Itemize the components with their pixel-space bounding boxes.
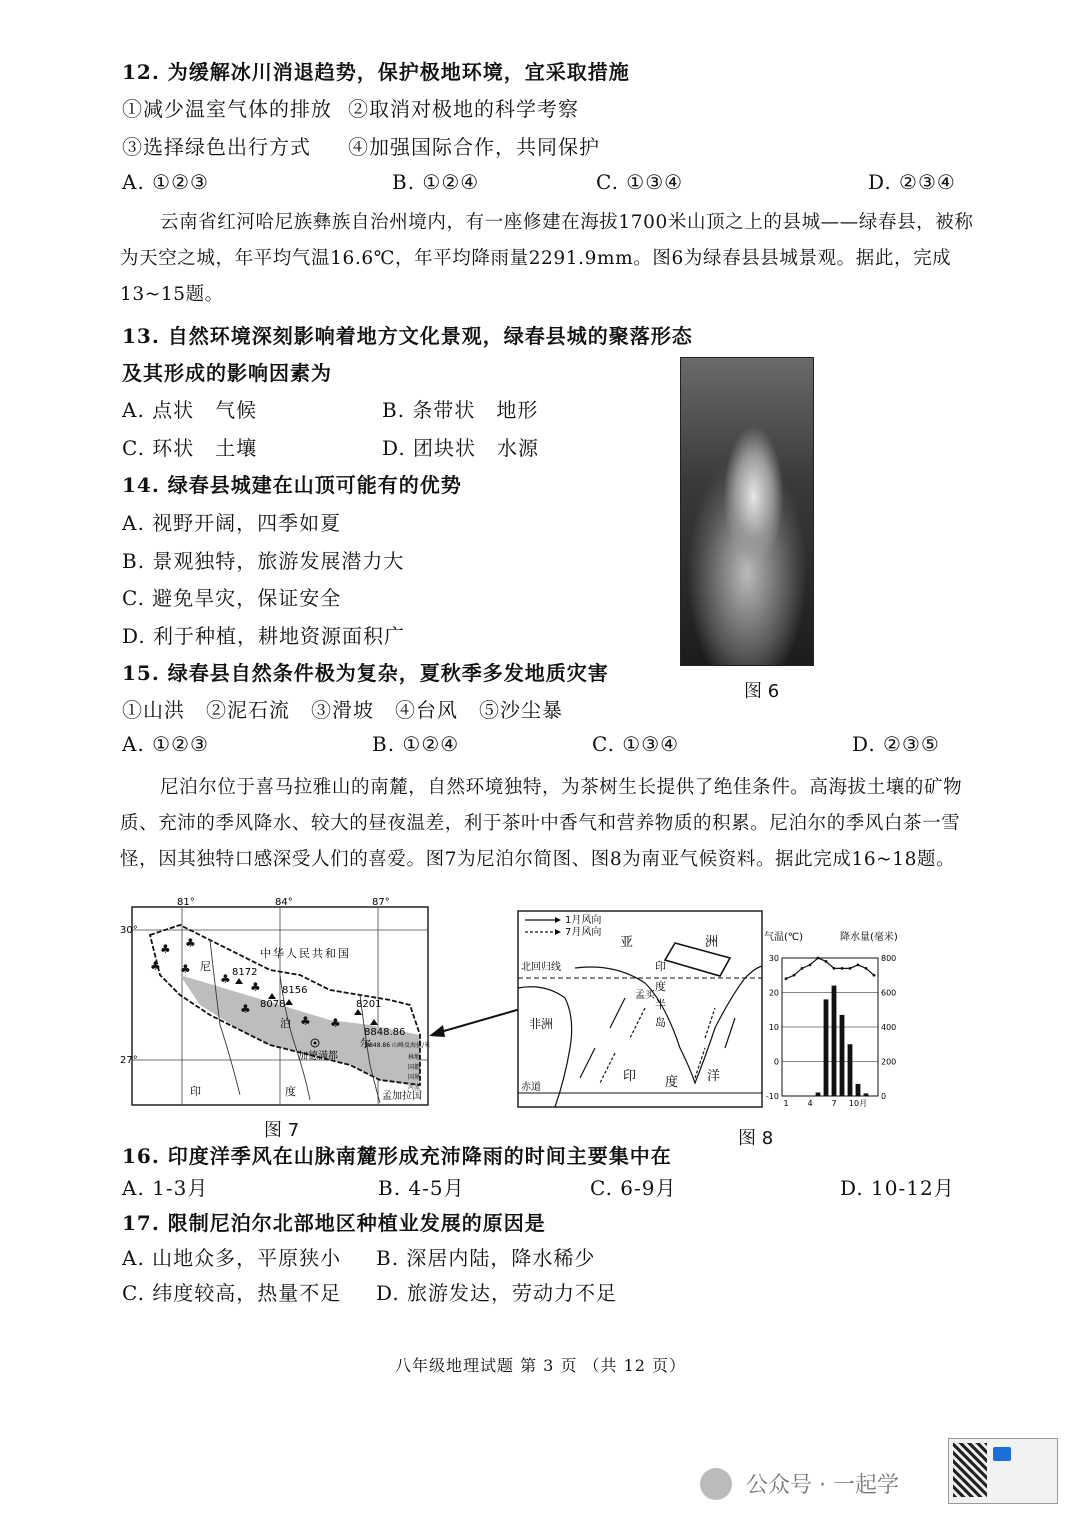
peak-label-1: 8172 [232, 967, 258, 978]
intro-lvchun: 云南省红河哈尼族彝族自治州境内，有一座修建在海拔1700米山顶之上的县城——绿春县，被称为天空之城，年平均气温16.6℃，年平均降雨量2291.9mm。图6为绿春县县城景观。据此，完成13~15题。 [120, 212, 974, 305]
precip-tick-label: 0 [881, 1092, 887, 1101]
ocean-char-1: 印 [623, 1069, 637, 1084]
q12-choice-c: C. ①③④ [596, 170, 684, 194]
precip-bar-1 [784, 1096, 789, 1097]
peninsula-char-3: 半 [655, 998, 666, 1011]
q13-choice-a: A. 点状 气候 [122, 398, 258, 422]
svg-text:♣: ♣ [160, 942, 171, 956]
south-asia-map [515, 908, 765, 1110]
q12-option-2: ②取消对极地的科学考察 [348, 97, 579, 121]
q13-choice-c: C. 环状 土壤 [122, 436, 258, 460]
q15-choice-c: C. ①③④ [592, 732, 680, 756]
legend-forest: 林地 [407, 1054, 420, 1061]
temp-point-4 [809, 964, 812, 967]
temp-point-2 [793, 974, 796, 977]
q14-choice-c: C. 避免旱灾，保证安全 [122, 586, 342, 610]
peak-label-4: 8201 [356, 999, 382, 1010]
q14-stem: 14. 绿春县城建在山顶可能有的优势 [122, 473, 462, 497]
q17-stem: 17. 限制尼泊尔北部地区种植业发展的原因是 [122, 1211, 546, 1235]
precip-bar-5 [816, 1093, 821, 1096]
temp-point-7 [833, 967, 836, 970]
lvchun-town-photo [680, 357, 814, 666]
temp-point-10 [857, 964, 860, 967]
q17-choice-c: C. 纬度较高，热量不足 [122, 1281, 342, 1305]
month-tick-label: 10月 [848, 1099, 868, 1108]
q12-choice-b: B. ①②④ [392, 170, 480, 194]
scanner-app-icon [993, 1447, 1011, 1461]
svg-text:♣: ♣ [185, 936, 196, 950]
q15-choice-d: D. ②③⑤ [852, 732, 940, 756]
temp-tick-label: 10 [768, 1023, 779, 1032]
svg-text:♣: ♣ [240, 1002, 251, 1016]
month-ticks [783, 1099, 867, 1108]
month-tick-label: 4 [807, 1099, 813, 1108]
capital-dot [314, 1042, 317, 1045]
page-footer: 八年级地理试题 第 3 页 （共 12 页） [395, 1356, 687, 1375]
mumbai-label: 孟买 [635, 990, 655, 1001]
svg-text:♣: ♣ [250, 980, 261, 994]
precip-bar-2 [792, 1096, 797, 1097]
q15-choice-a: A. ①②③ [122, 732, 209, 756]
legend-river: 河流 [407, 1084, 420, 1091]
legend-jul-wind: 7月风向 [565, 927, 602, 938]
q13-choice-b: B. 条带状 地形 [382, 398, 539, 422]
precip-tick-label: 600 [881, 988, 897, 998]
temp-point-9 [849, 967, 852, 970]
svg-text:♣: ♣ [330, 1016, 341, 1030]
equator-label: 赤道 [521, 1082, 541, 1093]
precip-bar-7 [832, 986, 837, 1096]
temp-point-1 [785, 977, 788, 980]
q14-choice-a: A. 视野开阔，四季如夏 [122, 511, 342, 535]
asia-char-2: 洲 [705, 935, 719, 950]
legend-peak: 8848.86 山峰及海拔/米 [365, 1042, 430, 1049]
temp-point-8 [841, 967, 844, 970]
temp-point-12 [873, 974, 876, 977]
capital-label: 加德满都 [298, 1051, 338, 1062]
africa-label: 非洲 [529, 1017, 554, 1031]
nepal-char-2: 泊 [280, 1017, 291, 1030]
q12-option-3: ③选择绿色出行方式 [122, 135, 311, 159]
india-char-2: 度 [285, 1085, 296, 1098]
fig8-caption: 图 8 [738, 1128, 774, 1149]
intro-nepal: 尼泊尔位于喜马拉雅山的南麓，自然环境独特，为茶树生长提供了绝佳条件。高海拔土壤的矿物质、充沛的季风降水、较大的昼夜温差，利于茶叶中香气和营养物质的积累。尼泊尔的季风白茶一雪怪，因其独特口感深受人们的喜爱。图7为尼泊尔简图、图8为南亚气候资料。据此完成16~18题。 [120, 777, 963, 870]
temp-tick-label: 20 [768, 988, 779, 998]
q16-choice-d: D. 10-12月 [840, 1176, 955, 1200]
fig7-caption: 图 7 [264, 1120, 300, 1141]
precip-tick-label: 800 [881, 954, 897, 963]
svg-text:♣: ♣ [300, 1014, 311, 1028]
temp-point-6 [825, 960, 828, 963]
month-tick-label: 7 [831, 1099, 837, 1108]
china-label: 中华人民共和国 [260, 947, 351, 960]
precip-bar-12 [872, 1095, 877, 1096]
q17-choice-d: D. 旅游发达，劳动力不足 [376, 1281, 618, 1305]
peninsula-char-1: 印 [655, 960, 666, 973]
peninsula-char-4: 岛 [655, 1016, 666, 1029]
precip-bar-11 [864, 1093, 869, 1096]
fig6-caption: 图 6 [744, 681, 780, 702]
q17-choice-a: A. 山地众多，平原狭小 [122, 1246, 342, 1270]
temp-axis-title: 气温(℃) [764, 932, 804, 943]
legend-capital: 国都 [407, 1064, 420, 1071]
precip-bar-6 [824, 999, 829, 1096]
q12-option-1: ①减少温室气体的排放 [122, 97, 332, 121]
q13-stem-line1: 13. 自然环境深刻影响着地方文化景观，绿春县城的聚落形态 [122, 324, 693, 348]
q12-choice-d: D. ②③④ [868, 170, 956, 194]
legend-border: 国界 [407, 1074, 420, 1081]
peak-label-2: 8078 [260, 999, 286, 1010]
lon-label-84: 84° [275, 897, 293, 908]
peak-label-5: 8848.86 [364, 1027, 406, 1038]
ocean-char-2: 度 [665, 1075, 679, 1090]
qr-code-icon [953, 1443, 987, 1497]
watermark-text: 公众号 · 一起学 [746, 1473, 899, 1498]
tropic-label: 北回归线 [521, 962, 561, 973]
q17-choice-b: B. 深居内陆，降水稀少 [376, 1246, 596, 1270]
precip-bar-4 [808, 1096, 813, 1097]
svg-text:♣: ♣ [150, 959, 161, 973]
q12-stem: 12. 为缓解冰川消退趋势，保护极地环境，宜采取措施 [122, 60, 630, 84]
q13-choice-d: D. 团块状 水源 [382, 436, 540, 460]
nepal-char-3: 尔 [360, 1037, 371, 1050]
temp-point-11 [865, 967, 868, 970]
lon-label-87: 87° [372, 897, 390, 908]
q13-stem-line2: 及其形成的影响因素为 [122, 361, 332, 385]
bangladesh-label: 孟加拉国 [382, 1091, 422, 1102]
nepal-map [120, 895, 432, 1111]
q15-stem: 15. 绿春县自然条件极为复杂，夏秋季多发地质灾害 [122, 661, 609, 685]
q12-option-4: ④加强国际合作，共同保护 [348, 135, 600, 159]
precip-bar-9 [848, 1044, 853, 1096]
q15-items: ①山洪 ②泥石流 ③滑坡 ④台风 ⑤沙尘暴 [122, 698, 563, 722]
peak-label-3: 8156 [282, 985, 308, 996]
precip-bar-3 [800, 1096, 805, 1097]
q14-choice-d: D. 利于种植，耕地资源面积广 [122, 624, 406, 648]
lat-label-27: 27° [120, 1055, 138, 1066]
temp-tick-label: -10 [765, 1092, 779, 1101]
precip-bar-10 [856, 1084, 861, 1096]
temp-point-3 [801, 967, 804, 970]
q16-choice-b: B. 4-5月 [378, 1176, 465, 1200]
precip-bar-8 [840, 1015, 845, 1096]
india-char-1: 印 [190, 1085, 201, 1098]
precip-tick-label: 400 [881, 1023, 897, 1032]
scanner-badge [948, 1438, 1058, 1504]
peninsula-char-2: 度 [655, 980, 666, 993]
temp-tick-label: 0 [773, 1057, 779, 1067]
temp-point-5 [817, 957, 820, 960]
svg-text:♣: ♣ [180, 962, 191, 976]
legend-jan-wind: 1月风向 [565, 915, 602, 926]
precip-tick-label: 200 [881, 1057, 897, 1067]
precip-axis-title: 降水量(毫米) [840, 932, 898, 943]
q16-choice-c: C. 6-9月 [590, 1176, 677, 1200]
precip-ticks [881, 954, 896, 1101]
ocean-char-3: 洋 [707, 1069, 721, 1084]
q16-stem: 16. 印度洋季风在山脉南麓形成充沛降雨的时间主要集中在 [122, 1144, 672, 1168]
q14-choice-b: B. 景观独特，旅游发展潜力大 [122, 549, 405, 573]
month-tick-label: 1 [783, 1099, 789, 1108]
temp-tick-label: 30 [768, 954, 779, 963]
lon-label-81: 81° [177, 897, 195, 908]
climate-chart [762, 928, 898, 1108]
svg-text:♣: ♣ [220, 972, 231, 986]
nepal-char-1: 尼 [200, 960, 211, 973]
q16-choice-a: A. 1-3月 [122, 1176, 209, 1200]
temp-ticks [766, 954, 779, 1101]
q12-choice-a: A. ①②③ [122, 170, 209, 194]
q15-choice-b: B. ①②④ [372, 732, 460, 756]
asia-char-1: 亚 [620, 935, 634, 950]
lat-label-30: 30° [120, 925, 138, 936]
wechat-icon [700, 1468, 732, 1500]
